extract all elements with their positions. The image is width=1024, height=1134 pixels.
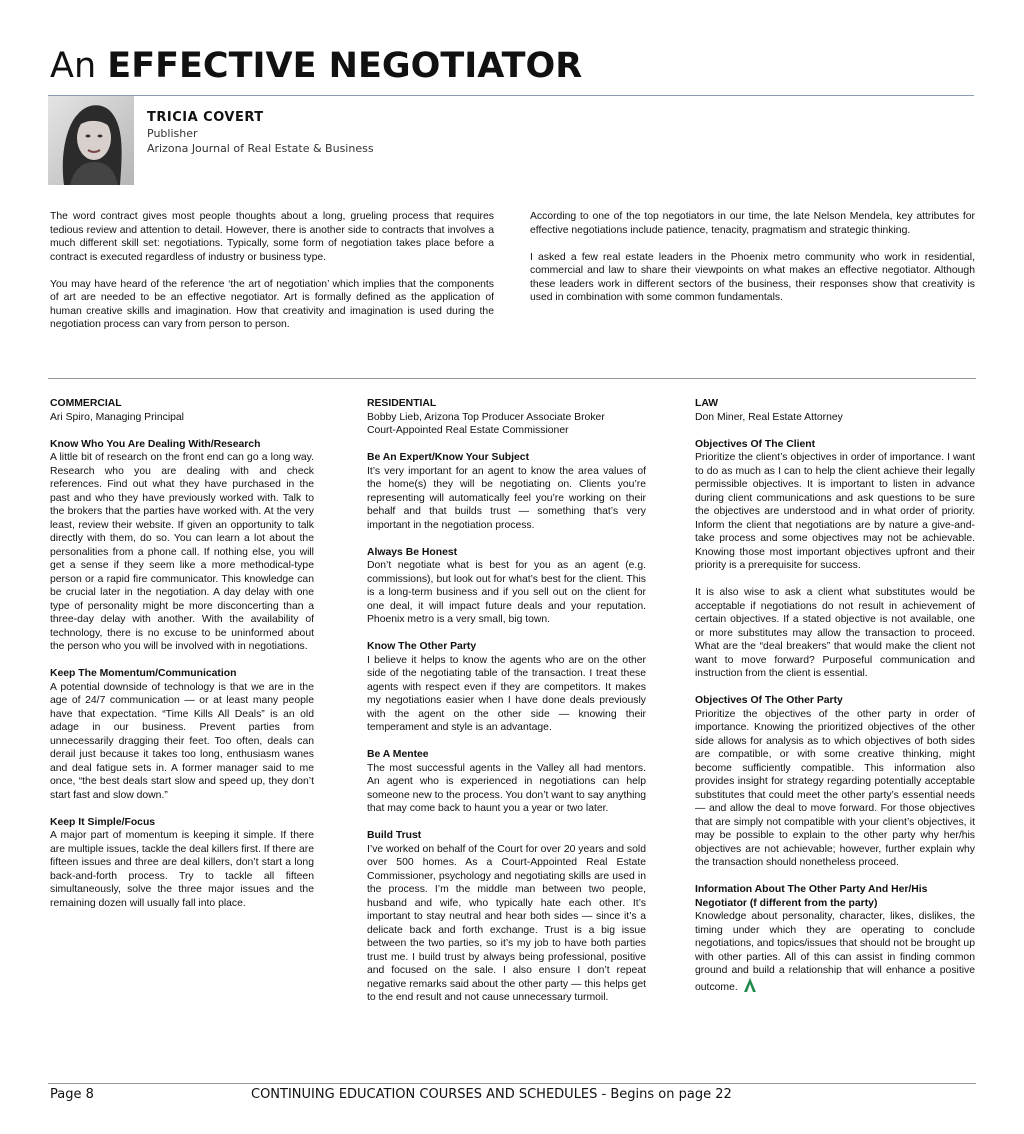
author-block — [147, 110, 374, 156]
intro-paragraph: I asked a few real estate leaders in the Phoenix metro community who work in residential, commercial and law to share their viewpoints on what makes an effective negotiator. Although these leaders work in different sectors of the business, their responses show that creativity is used in combination with some common fundamentals. — [530, 251, 975, 303]
subheading: Always Be Honest — [367, 546, 458, 558]
article-title — [50, 44, 582, 88]
subheading: Keep The Momentum/Communication — [50, 668, 237, 679]
column-byline: Don Miner, Real Estate Attorney — [695, 411, 843, 423]
title-main: EFFECTIVE NEGOTIATOR — [107, 46, 583, 86]
footer-promo: CONTINUING EDUCATION COURSES AND SCHEDULES - Begins on page 22 — [251, 1087, 732, 1102]
subheading: Be A Mentee — [367, 749, 429, 760]
paragraph: It’s very important for an agent to know the area values of the home(s) they will be negotiating on. Clients you’re representing will automatically feel you’re working on their behalf and that builds trust — something that’s very important in the negotiation process. — [367, 465, 646, 531]
paragraph: I’ve worked on behalf of the Court for over 20 years and sold over 500 homes. As a Court-Appointed Real Estate Commissioner, psychology and negotiating skills are used in the process. I’m the middle man between two people, husband and wife, who typically hate each other. It’s important to stay neutral and hear both sides — since it’s a delicate back and forth exchange. Trust is a big issue between the two parties, so it’s my job to have both parties trust me. I build trust by always being professional, positive and focused on the sale. I also ensure I don’t repeat negative remarks said about the other party — this helps get to the end result and not cause unnecessary turmoil. — [367, 843, 646, 1003]
subheading: Keep It Simple/Focus — [50, 816, 156, 828]
intro-paragraph: According to one of the top negotiators in our time, the late Nelson Mendela, key attributes for effective negotiations include patience, tenacity, pragmatism and strategic thinking. — [530, 211, 975, 236]
intro-left-column — [50, 210, 494, 345]
column-byline-secondary: Court-Appointed Real Estate Commissioner — [367, 425, 569, 436]
paragraph: It is also wise to ask a client what substitutes would be acceptable if negotiations do not result in achievement of certain objectives. If a stated objective is not available, one or more substitutes may allow the transaction to proceed. What are the “deal breakers” that would make the client not want to move forward? Purposeful communication and instruction from the client is essential. — [695, 587, 975, 679]
column-byline: Ari Spiro, Managing Principal — [50, 411, 184, 423]
column-byline: Bobby Lieb, Arizona Top Producer Associate Broker — [367, 411, 605, 423]
page-number: Page 8 — [50, 1087, 94, 1102]
intro-right-column — [530, 210, 975, 318]
paragraph: The most successful agents in the Valley all had mentors. An agent who is experienced in negotiations can help someone new to the process. You don’t want to say anything that may come back to haunt you a year or two later. — [367, 762, 646, 814]
author-role: Publisher — [147, 127, 198, 140]
subheading: Information About The Other Party And Her/His Negotiator (f different from the party) — [695, 884, 928, 909]
intro-paragraph: You may have heard of the reference ‘the art of negotiation’ which implies that the components of art are needed to be an effective negotiator. Art is formally defined as the application of human creative skills and imagination. How that creativity and imagination is used during the negotiation process can vary from person to person. — [50, 278, 494, 330]
final-paragraph-wrap — [695, 910, 975, 996]
paragraph: A potential downside of technology is that we are in the age of 24/7 communication — or at least many people have that expectation. “Time Kills All Deals” is an old adage in our business. Prevent parties from unnecessarily dragging their feet. Too often, deals can derail just because it takes too long, enthusiasm wanes and deal fatigue sets in. A former manager said to me once, “the best deals start slow and speed up, they don’t start fast and slow down.” — [50, 681, 314, 801]
author-name: TRICIA COVERT — [147, 110, 264, 125]
subheading: Objectives Of The Client — [695, 438, 816, 450]
column-heading: COMMERCIAL — [50, 398, 122, 409]
paragraph: A little bit of research on the front end can go a long way. Research who you are dealing with and check references. Find out what they have purchased in the past and who they have previously worked with. Talk to the brokers that the parties have worked with. At the very least, review their website. If given an opportunity to talk directly with them, do so. You can learn a lot about the personalities from a phone call. If nothing else, you will get a sense if they seem like a more methodical-type person or a rapid fire communicator. This knowledge can be crucial later in the negotiation. A day delay with one type of personality might be more disconcerting than a three-day delay with another. With the availability of technology, there is no excuse to be uninformed about the person who you will be involved with in negotiations. — [50, 452, 314, 652]
title-rule — [48, 95, 974, 96]
subheading: Build Trust — [367, 830, 422, 841]
end-mark-icon — [744, 978, 756, 997]
subheading: Be An Expert/Know Your Subject — [367, 452, 530, 463]
paragraph: I believe it helps to know the agents who are on the other side of the negotiating table of the transaction. I treat these agents with respect even if they are competitors. It makes my negotiations easier when I have done deals previously with the agent on the other side — knowing their temperament and style is an advantage. — [367, 654, 646, 733]
paragraph: A major part of momentum is keeping it simple. If there are multiple issues, tackle the deal killers first. If there are fifteen issues and three are deal killers, don’t start a long back-and-forth process. Try to tackle all fifteen simultaneously, solve the three major issues and the remaining dozen will usually fall into place. — [50, 830, 314, 909]
intro-paragraph: The word contract gives most people thoughts about a long, grueling process that requires tedious review and attention to detail. However, there is another side to contracts that involves a much different skill set: negotiations. Typically, some form of negotiation takes place before a contract is executed regardless of industry or business type. — [50, 211, 494, 263]
author-photo — [48, 96, 134, 185]
paragraph: Prioritize the client’s objectives in order of importance. I want to do as much as I can to help the client achieve their legally permissible objectives. It is important to listen in advance during client communications and ask questions to be sure the objectives are understood and in what order of priority. Inform the client that negotiations are by nature a give-and-take process and some objectives may not be achievable. Knowing those most important objectives upfront and their priority is a prerequisite for success. — [695, 452, 975, 571]
commercial-column — [50, 397, 314, 924]
column-heading: RESIDENTIAL — [367, 398, 437, 409]
title-prefix: An — [50, 46, 97, 86]
paragraph: Prioritize the objectives of the other party in order of importance. Knowing the prioritized objectives of the other side allows for analysis as to which objectives of both sides are compatible, or with some creative thinking, might become sufficiently compatible. This information also provides insight for strategy regarding potentially acceptable substitutes that could meet the other party’s essential needs — and allow the deal to move forward. For those objectives that are simply not compatible with your client’s objectives, it may be possible to explain to the other party why her/his objectives are not achievable; however, further explain why the transaction should nonetheless proceed. — [695, 708, 975, 868]
law-column — [695, 397, 975, 996]
subheading: Know Who You Are Dealing With/Research — [50, 438, 261, 450]
subheading: Objectives Of The Other Party — [695, 695, 843, 706]
paragraph: Don’t negotiate what is best for you as an agent (e.g. commissions), but look out for what’s best for the client. This is a long-term business and if you sell out on the client for one deal, it will impact future deals and your reputation. Phoenix metro is a very small, big town. — [367, 560, 646, 625]
paragraph: Knowledge about personality, character, likes, dislikes, the timing under which they are operating to conclude negotiations, and topics/issues that should not be brought up with other parties. All of this can assist in finding common ground and build a relationship that will enhance a positive outcome. — [695, 911, 975, 993]
section-divider — [48, 378, 976, 379]
residential-column — [367, 397, 646, 1018]
column-heading: LAW — [695, 398, 719, 409]
author-organization: Arizona Journal of Real Estate & Business — [147, 142, 374, 155]
subheading: Know The Other Party — [367, 641, 477, 652]
footer-rule — [48, 1083, 976, 1084]
